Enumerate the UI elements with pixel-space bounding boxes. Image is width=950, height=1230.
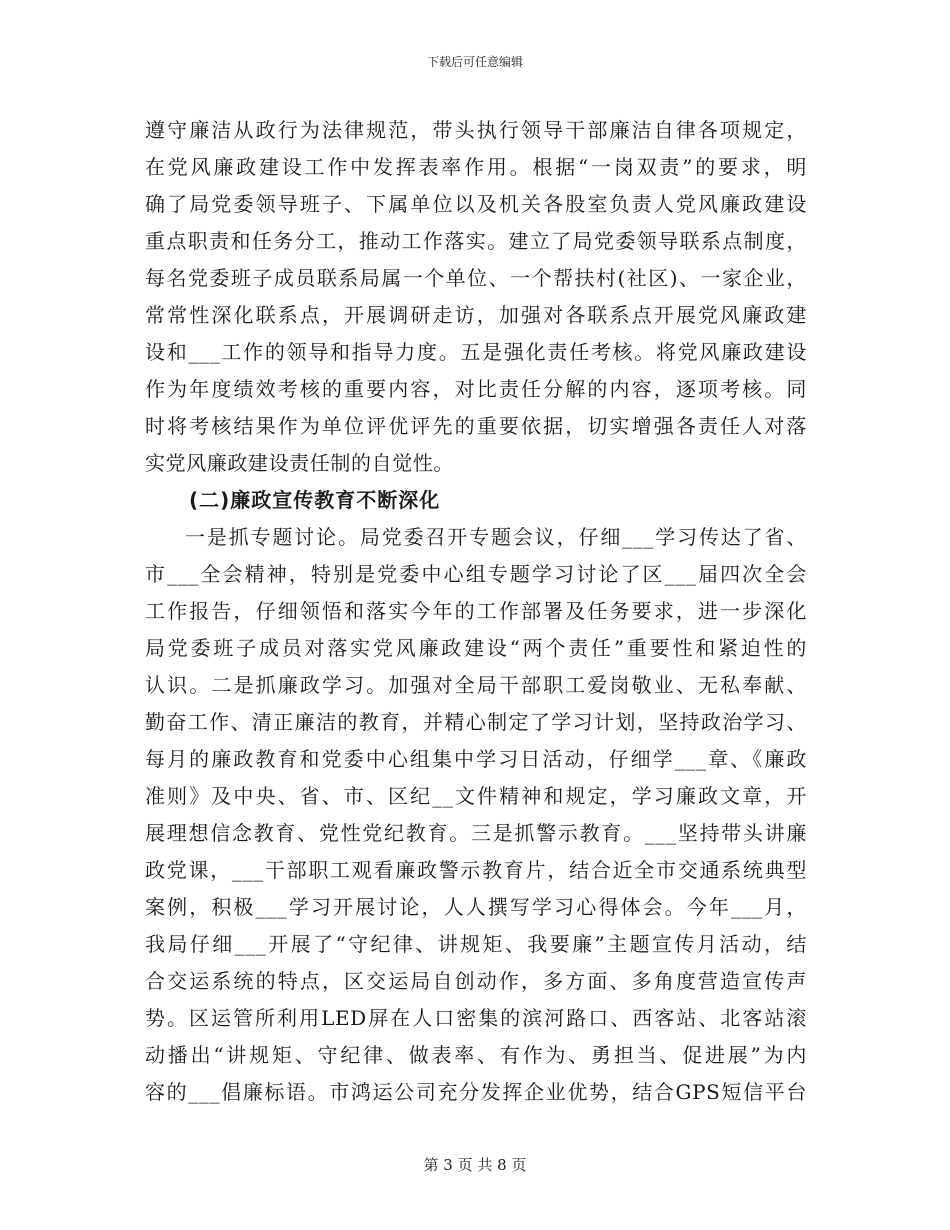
- text-line: 重点职责和任务分工，推动工作落实。建立了局党委领导联系点制度，: [145, 229, 807, 253]
- text-line: 政党课，___干部职工观看廉政警示教育片，结合近全市交通系统典型: [145, 858, 807, 882]
- page-number: 第 3 页 共 8 页: [423, 1156, 527, 1174]
- text-line: 容的___倡廉标语。市鸿运公司充分发挥企业优势，结合GPS短信平台: [145, 1080, 807, 1104]
- text-line: 工作报告，仔细领悟和落实今年的工作部署及任务要求，进一步深化: [145, 599, 807, 623]
- text-line: 时将考核结果作为单位评优评先的重要依据，切实增强各责任人对落: [145, 414, 807, 438]
- text-line: 认识。二是抓廉政学习。加强对全局干部职工爱岗敬业、无私奉献、: [145, 673, 807, 697]
- text-line: 合交运系统的特点，区交运局自创动作，多方面、多角度营造宣传声: [145, 969, 807, 993]
- text-line: 实党风廉政建设责任制的自觉性。: [145, 451, 454, 475]
- text-line: 市___全会精神，特别是党委中心组专题学习讨论了区___届四次全会: [145, 562, 807, 586]
- text-line: 展理想信念教育、党性党纪教育。三是抓警示教育。___坚持带头讲廉: [145, 821, 807, 845]
- text-line: 设和___工作的领导和指导力度。五是强化责任考核。将党风廉政建设: [145, 340, 807, 364]
- text-line: 确了局党委领导班子、下属单位以及机关各股室负责人党风廉政建设: [145, 192, 807, 216]
- section-heading: (二)廉政宣传教育不断深化: [189, 488, 441, 512]
- text-line: 动播出“讲规矩、守纪律、做表率、有作为、勇担当、促进展”为内: [145, 1043, 807, 1067]
- text-line: 常常性深化联系点，开展调研走访，加强对各联系点开展党风廉政建: [145, 303, 807, 327]
- text-line: 在党风廉政建设工作中发挥表率作用。根据“一岗双责”的要求，明: [145, 155, 807, 179]
- text-line: 遵守廉洁从政行为法律规范，带头执行领导干部廉洁自律各项规定，: [145, 118, 807, 142]
- text-line: 一是抓专题讨论。局党委召开专题会议，仔细___学习传达了省、: [185, 525, 807, 549]
- text-line: 案例，积极___学习开展讨论，人人撰写学习心得体会。今年___月，: [145, 895, 807, 919]
- text-line: 我局仔细___开展了“守纪律、讲规矩、我要廉”主题宣传月活动，结: [145, 932, 807, 956]
- text-line: 局党委班子成员对落实党风廉政建设“两个责任”重要性和紧迫性的: [145, 636, 807, 660]
- text-line: 势。区运管所利用LED屏在人口密集的滨河路口、西客站、北客站滚: [145, 1006, 807, 1030]
- header-editable-note: 下载后可任意编辑: [426, 55, 523, 69]
- body-text: [145, 112, 807, 1111]
- text-line: 每月的廉政教育和党委中心组集中学习日活动，仔细学___章、《廉政: [145, 747, 807, 771]
- text-line: 作为年度绩效考核的重要内容，对比责任分解的内容，逐项考核。同: [145, 377, 807, 401]
- text-line: 每名党委班子成员联系局属一个单位、一个帮扶村(社区)、一家企业，: [145, 266, 807, 290]
- text-line: 勤奋工作、清正廉洁的教育，并精心制定了学习计划，坚持政治学习、: [145, 710, 807, 734]
- text-line: 准则》及中央、省、市、区纪__文件精神和规定，学习廉政文章，开: [145, 784, 807, 808]
